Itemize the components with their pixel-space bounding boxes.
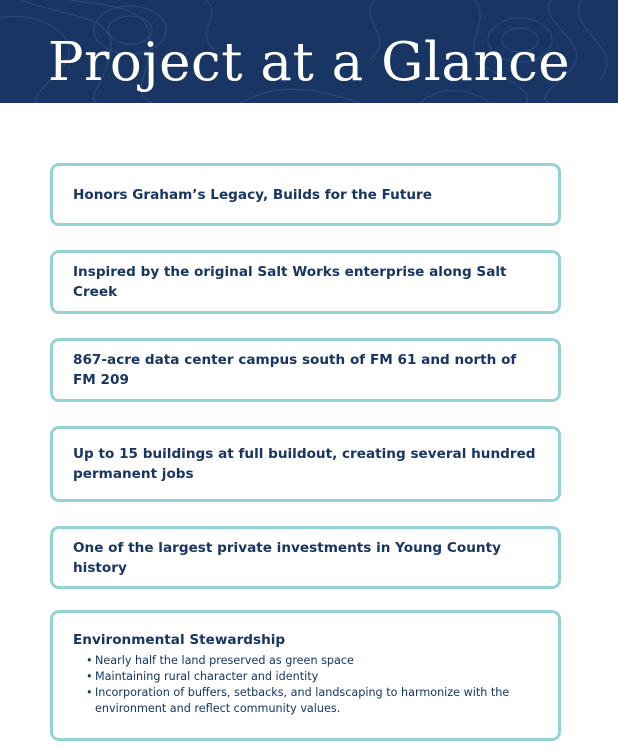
highlight-card-salt-works [50,250,561,314]
highlight-card-investment [50,526,561,589]
list-item [86,653,538,669]
header-banner [0,0,618,103]
list-item-text: Nearly half the land preserved as green space [95,654,354,667]
stewardship-heading: Environmental Stewardship [73,632,286,648]
highlight-card-buildings [50,426,561,502]
list-item-text: Incorporation of buffers, setbacks, and landscaping to harmonize with the environment and reflect community values. [95,686,510,715]
highlight-text: Up to 15 buildings at full buildout, creating several hundred permanent jobs [73,446,536,482]
bullet-icon: • [86,654,93,667]
list-item-text: Maintaining rural character and identity [95,670,319,683]
highlight-text: 867-acre data center campus south of FM 61 and north of FM 209 [73,352,517,388]
stewardship-list [73,653,538,717]
highlight-text: One of the largest private investments in Young County history [73,539,501,576]
highlight-card-legacy [50,163,561,226]
highlight-text: Honors Graham’s Legacy, Builds for the Future [73,186,432,203]
bullet-icon: • [86,670,93,683]
highlight-text: Inspired by the original Salt Works enterprise along Salt Creek [73,264,507,300]
environmental-stewardship-card [50,610,561,741]
list-item [86,669,538,685]
highlight-card-campus [50,338,561,402]
list-item [86,685,538,717]
bullet-icon: • [86,686,93,699]
page-title: Project at a Glance [47,32,571,93]
